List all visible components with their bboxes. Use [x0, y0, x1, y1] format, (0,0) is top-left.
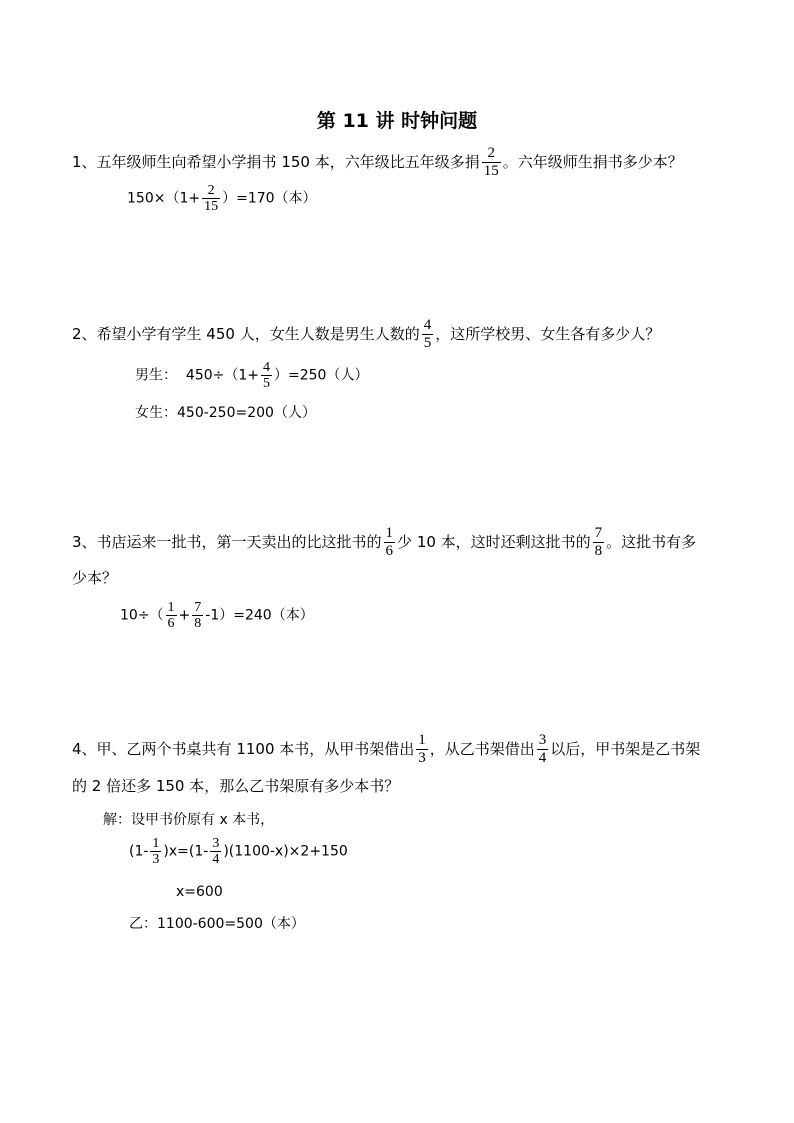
fraction-numerator: 4 — [263, 360, 270, 375]
fraction-numerator: 7 — [594, 525, 603, 541]
q2-text-a: 2、希望小学有学生 450 人，女生人数是男生人数的 — [72, 325, 420, 343]
fraction-numerator: 7 — [194, 600, 202, 615]
fraction-numerator: 1 — [418, 732, 426, 748]
q4-text-b: ，从乙书架借出 — [429, 740, 535, 758]
a2-fraction — [261, 360, 272, 391]
a4-eq-c: )(1100-x)×2+150 — [223, 843, 348, 860]
a4-eq-b: )x=(1- — [163, 843, 209, 860]
page-title: 第 11 讲 时钟问题 — [316, 110, 478, 132]
fraction-numerator: 2 — [482, 145, 501, 163]
a4-fraction-1 — [150, 836, 161, 867]
fraction-denominator: 15 — [483, 163, 499, 179]
fraction-denominator: 8 — [194, 616, 202, 631]
fraction-denominator: 6 — [385, 543, 394, 559]
answer-2-boys — [135, 360, 368, 391]
answer-4-equation — [129, 836, 348, 867]
fraction-numerator: 1 — [167, 600, 175, 615]
q2-text-b: ，这所学校男、女生各有多少人？ — [435, 325, 661, 343]
question-4 — [72, 732, 700, 767]
fraction-numerator: 1 — [152, 836, 160, 851]
a3-text-b: -1）=240（本） — [205, 607, 314, 624]
q4-fraction-2 — [537, 732, 549, 767]
q1-text-a: 1、五年级师生向希望小学捐书 150 本，六年级比五年级多捐 — [72, 153, 480, 171]
solution-label: 解：设甲书价原有 x 本书， — [103, 812, 275, 828]
q3-text-c: 。这批书有多 — [606, 533, 697, 551]
a3-fraction-1 — [166, 600, 177, 631]
answer-1 — [127, 183, 317, 214]
a1-text-a: 150×（1+ — [127, 190, 201, 207]
answer-4-x: x=600 — [176, 884, 223, 900]
fraction-denominator: 6 — [167, 616, 175, 631]
a1-text-b: ）=170（本） — [222, 190, 317, 207]
q4-text-a: 4、甲、乙两个书桌共有 1100 本书，从甲书架借出 — [72, 740, 415, 758]
a1-fraction — [202, 183, 220, 214]
answer-3 — [120, 600, 314, 631]
fraction-numerator: 1 — [385, 525, 394, 541]
q4-text-c: 以后，甲书架是乙书架 — [550, 740, 701, 758]
a4-fraction-2 — [210, 836, 221, 867]
a2-boy-label: 男生： — [135, 367, 177, 384]
fraction-denominator: 8 — [594, 543, 603, 559]
a2-boy-a: 450÷（1+ — [185, 367, 259, 384]
question-4-line2: 的 2 倍还多 150 本，那么乙书架原有多少本书？ — [72, 777, 400, 795]
q1-text-b: 。六年级师生捐书多少本？ — [502, 153, 683, 171]
q1-fraction — [482, 145, 501, 180]
answer-4-final: 乙：1100-600=500（本） — [129, 916, 305, 932]
fraction-numerator: 3 — [212, 836, 220, 851]
fraction-numerator: 3 — [538, 732, 547, 748]
fraction-denominator: 15 — [204, 199, 219, 214]
q3-text-a: 3、书店运来一批书，第一天卖出的比这批书的 — [72, 533, 382, 551]
fraction-denominator: 4 — [538, 750, 547, 766]
fraction-numerator: 4 — [423, 317, 432, 333]
q3-fraction-1 — [384, 525, 396, 560]
fraction-denominator: 4 — [212, 852, 220, 867]
answer-2-girls: 女生：450-250=200（人） — [135, 405, 316, 421]
question-2 — [72, 317, 660, 352]
a3-plus: + — [178, 607, 191, 624]
a4-eq-a: (1- — [129, 843, 149, 860]
q4-fraction-1 — [416, 732, 428, 767]
a3-text-a: 10÷（ — [120, 607, 164, 624]
fraction-numerator: 2 — [202, 183, 220, 199]
q3-fraction-2 — [593, 525, 605, 560]
fraction-denominator: 5 — [263, 376, 270, 391]
question-3-line2: 少本？ — [72, 569, 118, 587]
q2-fraction — [422, 317, 434, 352]
a2-boy-b: ）=250（人） — [274, 367, 369, 384]
question-3 — [72, 525, 696, 560]
fraction-denominator: 5 — [423, 335, 432, 351]
fraction-denominator: 3 — [152, 852, 160, 867]
q3-text-b: 少 10 本，这时还剩这批书的 — [397, 533, 591, 551]
question-1 — [72, 145, 683, 180]
a3-fraction-2 — [192, 600, 203, 631]
fraction-denominator: 3 — [418, 750, 426, 766]
